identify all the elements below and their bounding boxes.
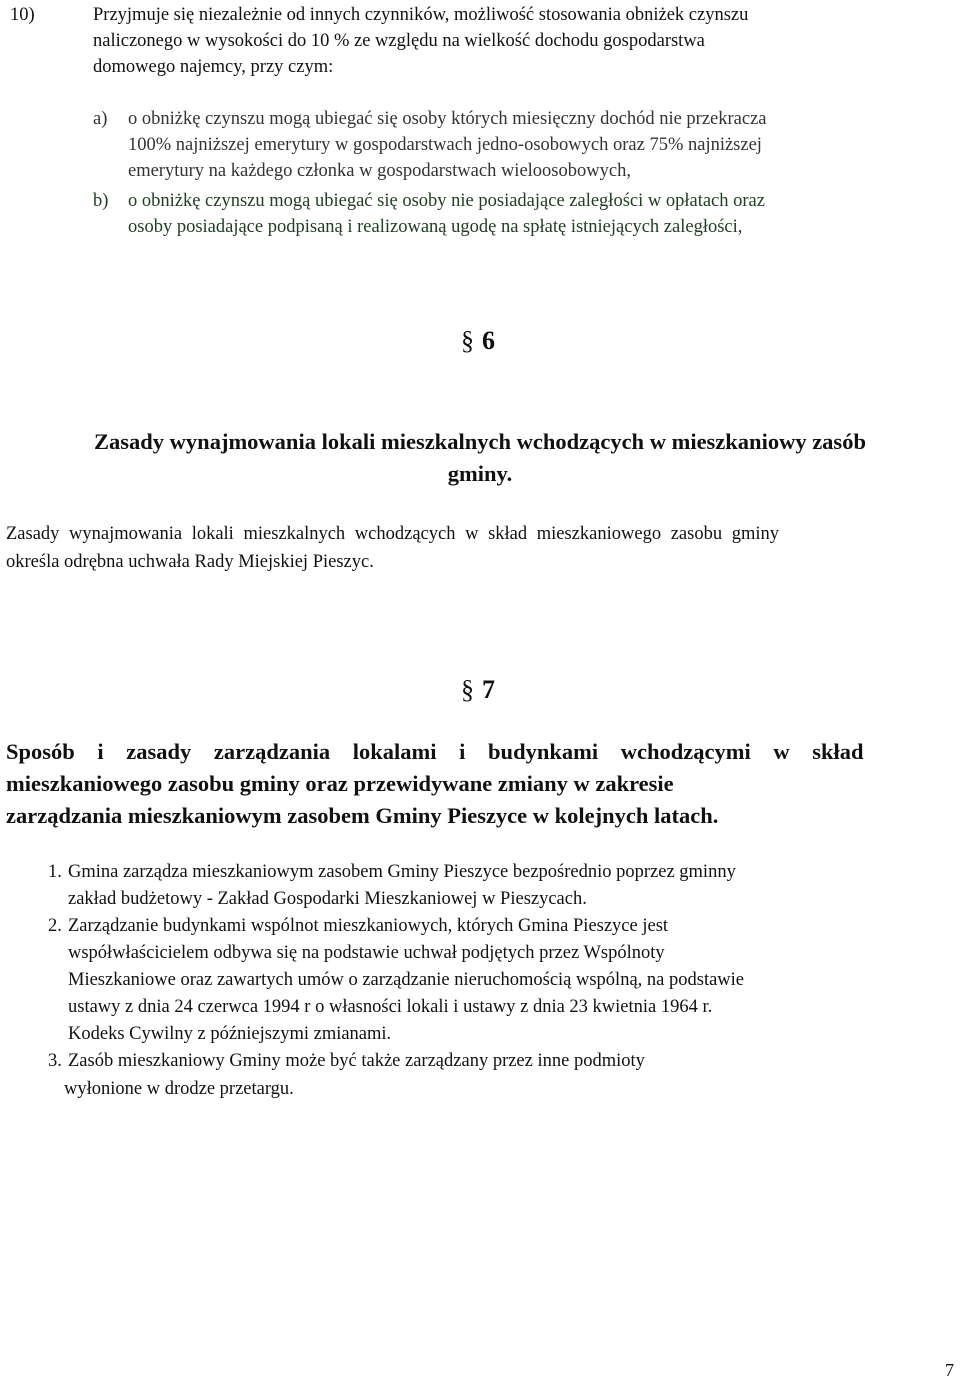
section-sign: § [461, 675, 474, 704]
sub-item-b-line-1: o obniżkę czynszu mogą ubiegać się osoby nie posiadające zaległości w opłatach oraz [128, 191, 765, 211]
item-10-line-1: Przyjmuje się niezależnie od innych czynników, możliwość stosowania obniżek czynszu [93, 5, 749, 25]
item-10-line-2: naliczonego w wysokości do 10 % ze względu na wielkość dochodu gospodarstwa [93, 31, 705, 51]
sub-item-b-label: b) [93, 191, 109, 211]
section-number: 6 [482, 326, 495, 355]
section-sign: § [461, 326, 474, 355]
sub-item-a-line-3: emerytury na każdego członka w gospodarstwach wieloosobowych, [128, 161, 631, 181]
list-item-2-line-2: współwłaścicielem odbywa się na podstawie uchwał podjętych przez Wspólnoty [68, 943, 665, 963]
section-7-title-line-3: zarządzania mieszkaniowym zasobem Gminy Pieszyce w kolejnych latach. [6, 803, 719, 828]
list-item-3-line-2: wyłonione w drodze przetargu. [64, 1079, 294, 1099]
list-item-1-line-2: zakład budżetowy - Zakład Gospodarki Mieszkaniowej w Pieszycach. [68, 889, 587, 909]
section-6-title-line-1: Zasady wynajmowania lokali mieszkalnych wchodzących w mieszkaniowy zasób [94, 429, 866, 454]
section-number: 7 [482, 675, 495, 704]
list-item-2-line-5: Kodeks Cywilny z późniejszymi zmianami. [68, 1024, 392, 1044]
sub-item-a-label: a) [93, 109, 108, 129]
paragraph-text: Zasady wynajmowania lokali mieszkalnych wchodzących w skład mieszkaniowego zasobu gminy [6, 524, 779, 544]
list-item-2-number: 2. [48, 916, 62, 936]
item-10-line-3: domowego najemcy, przy czym: [93, 57, 334, 77]
list-item-1-number: 1. [48, 862, 62, 882]
page-number: 7 [945, 1360, 954, 1380]
section-7-heading [461, 675, 495, 705]
list-item-3-number: 3. [48, 1051, 62, 1071]
list-item-2-line-1: Zarządzanie budynkami wspólnot mieszkaniowych, których Gmina Pieszyce jest [68, 916, 669, 936]
section-6-paragraph-line-2: określa odrębna uchwała Rady Miejskiej Pieszyc. [6, 552, 374, 572]
sub-item-a-line-1: o obniżkę czynszu mogą ubiegać się osoby których miesięczny dochód nie przekracza [128, 109, 767, 129]
section-7-title-line-2: mieszkaniowego zasobu gminy oraz przewidywane zmiany w zakresie [6, 771, 674, 796]
sub-item-b-line-2: osoby posiadające podpisaną i realizowaną ugodę na spłatę istniejących zaległości, [128, 217, 743, 237]
item-10-number: 10) [10, 5, 35, 25]
list-item-3-line-1: Zasób mieszkaniowy Gminy może być także zarządzany przez inne podmioty [68, 1051, 645, 1071]
section-7-title-line-1: Sposób i zasady zarządzania lokalami i budynkami wchodzącymi w skład [6, 739, 864, 764]
section-6-title-line-2: gminy. [447, 461, 513, 486]
section-6-paragraph-line-1 [6, 522, 956, 546]
list-item-2-line-3: Mieszkaniowe oraz zawartych umów o zarządzanie nieruchomością wspólną, na podstawie [68, 970, 745, 990]
sub-item-a-line-2: 100% najniższej emerytury w gospodarstwach jedno-osobowych oraz 75% najniższej [128, 135, 762, 155]
list-item-1-line-1: Gmina zarządza mieszkaniowym zasobem Gminy Pieszyce bezpośrednio poprzez gminny [68, 862, 736, 882]
list-item-2-line-4: ustawy z dnia 24 czerwca 1994 r o własności lokali i ustawy z dnia 23 kwietnia 1964 r. [68, 997, 713, 1017]
section-6-heading [461, 326, 495, 356]
